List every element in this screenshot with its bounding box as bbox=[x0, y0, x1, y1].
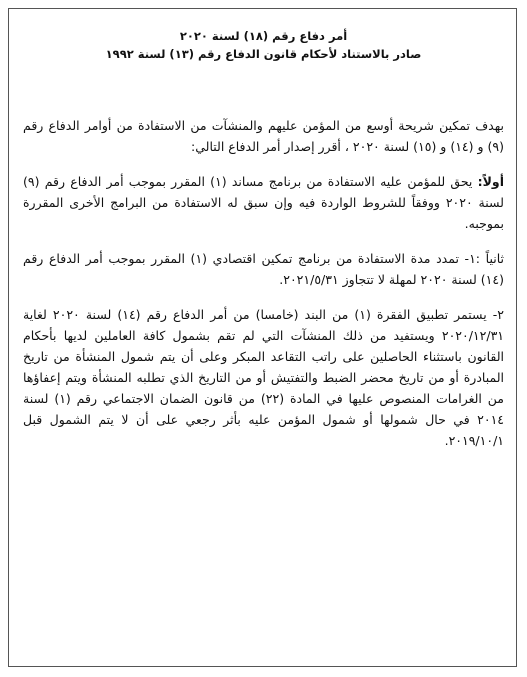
clause-first-text: يحق للمؤمن عليه الاستفادة من برنامج مساند (١) المقرر بموجب أمر الدفاع رقم (٩) لسنة ٢٠٢٠ ووفقاً للشروط الواردة فيه وإن سبق له الاستفادة من البرامج الأخرى المقررة بموجبه. bbox=[23, 174, 504, 231]
document-header bbox=[23, 27, 504, 63]
clause-second-2-text: ٢- يستمر تطبيق الفقرة (١) من البند (خامسا) من أمر الدفاع رقم (١٤) لسنة ٢٠٢٠ لغاية ٢٠٢٠/١٢/٣١ ويستفيد من ذلك المنشآت التي لم تقم بشمول كافة العاملين لديها بأحكام القانون باستثناء الحاصلين على راتب التقاعد المبكر وعلى أن يتم شمول المنشأة من تاريخ المبادرة أو من تاريخ محضر الضبط والتفتيش أو من التاريخ الذي تطلبه المنشأة ويتم إعفاؤها من الغرامات المنصوص عليها في المادة (٢٢) من قانون الضمان الاجتماعي رقم (١) لسنة ٢٠١٤ في حال شمولها أو شمول المؤمن عليه بأثر رجعي على أن لا يتم الشمول قبل ٢٠١٩/١٠/١. bbox=[23, 307, 504, 448]
clause-first-label: أولاً: bbox=[477, 174, 504, 189]
document-subtitle: صادر بالاستناد لأحكام قانون الدفاع رقم (١٣) لسنة ١٩٩٢ bbox=[105, 47, 422, 61]
document-title: أمر دفاع رقم (١٨) لسنة ٢٠٢٠ bbox=[179, 29, 348, 43]
clause-second-1 bbox=[23, 248, 504, 290]
clause-second-2 bbox=[23, 304, 504, 451]
clause-second-1-text: ١- تمدد مدة الاستفادة من برنامج تمكين اقتصادي (١) المقرر بموجب أمر الدفاع رقم (١٤) لسنة ٢٠٢٠ لمهلة لا تتجاوز ٢٠٢١/٥/٣١. bbox=[23, 251, 504, 287]
document-page bbox=[8, 8, 517, 667]
clause-first bbox=[23, 171, 504, 234]
intro-paragraph: بهدف تمكين شريحة أوسع من المؤمن عليهم والمنشآت من الاستفادة من أوامر الدفاع رقم (٩) و (١٤) و (١٥) لسنة ٢٠٢٠ ، أقرر إصدار أمر الدفاع التالي: bbox=[23, 118, 504, 154]
document-body bbox=[23, 23, 504, 451]
clause-second-label: ثانياً : bbox=[475, 251, 504, 266]
